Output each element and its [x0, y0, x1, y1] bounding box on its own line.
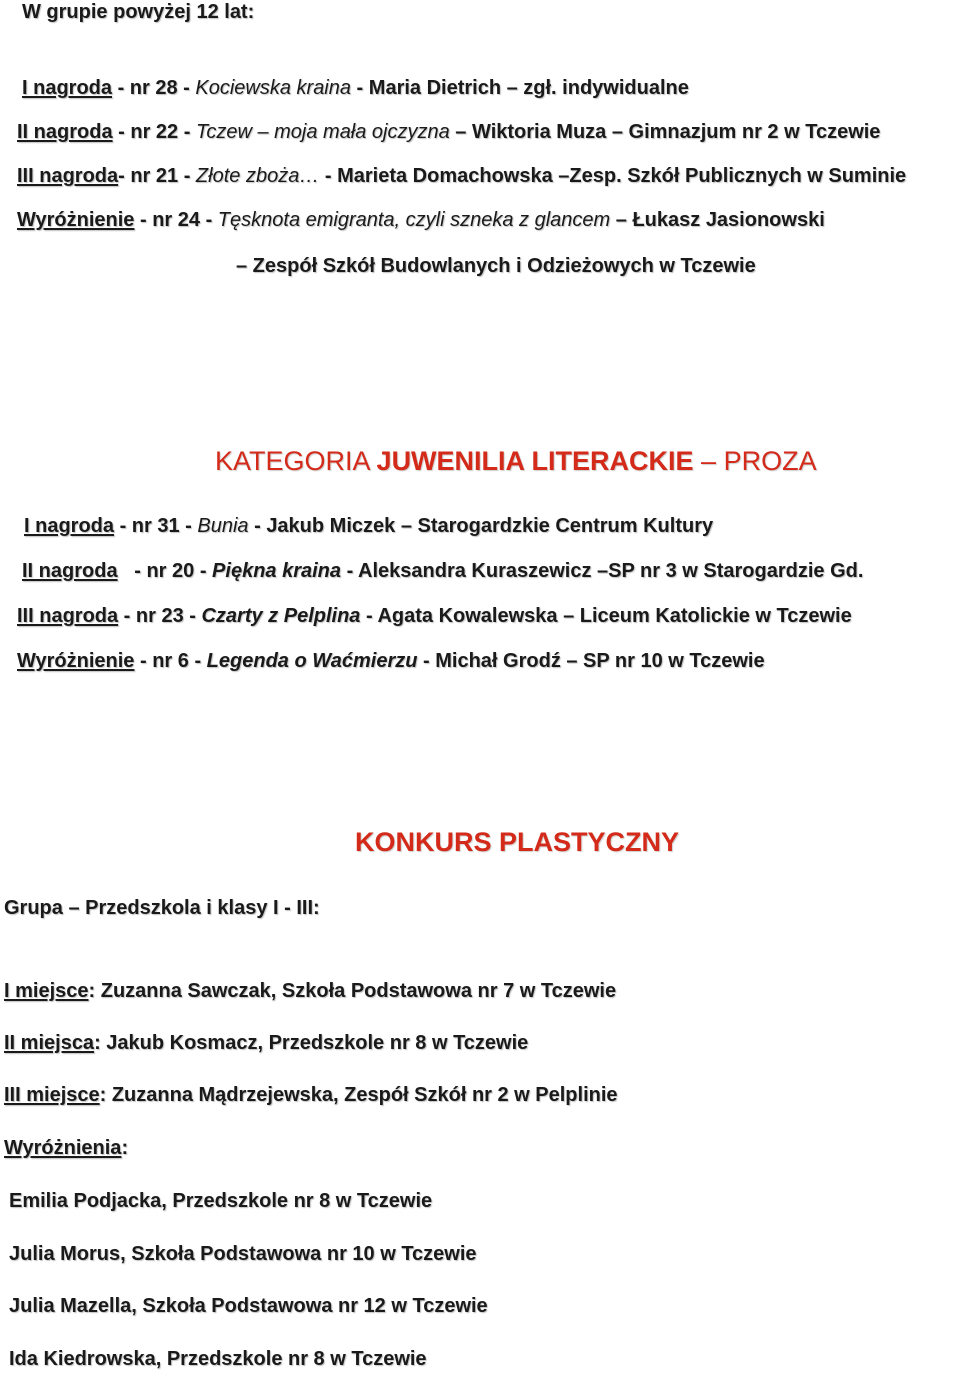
winner: Zuzanna Sawczak, Szkoła Podstawowa nr 7 w Tczewie	[100, 980, 617, 1002]
distinctions-label: Wyróżnienia	[4, 1137, 122, 1159]
separator: -	[351, 77, 369, 99]
work-title: Tęsknota emigranta, czyli szneka z glancem	[217, 209, 611, 231]
heading-part: KATEGORIA	[215, 446, 377, 476]
separator: –	[449, 121, 472, 143]
work-title: Kociewska kraina	[195, 77, 351, 99]
winner: Zuzanna Mądrzejewska, Zespół Szkół nr 2 w Pelplinie	[111, 1084, 618, 1106]
prose-heading	[215, 445, 817, 477]
author: Łukasz Jasionowski	[632, 209, 825, 231]
distinction-item: Julia Mazella, Szkoła Podstawowa nr 12 w Tczewie	[9, 1295, 488, 1317]
older-entry-4-continuation: – Zespół Szkół Budowlanych i Odzieżowych w Tczewie	[236, 255, 756, 277]
place-1	[4, 979, 616, 1003]
distinctions-title	[4, 1136, 128, 1160]
prose-entry-3	[17, 604, 852, 628]
older-entry-2	[17, 120, 880, 144]
place-label: II miejsca	[4, 1032, 95, 1054]
colon: :	[121, 1137, 129, 1159]
heading-part-bold: JUWENILIA LITERACKIE	[376, 446, 694, 476]
author: Maria Dietrich – zgł. indywidualne	[368, 77, 689, 99]
older-entry-4	[17, 208, 825, 232]
prose-entry-1	[24, 514, 713, 538]
entry-number: - nr 22 -	[112, 121, 196, 143]
separator: -	[360, 605, 378, 627]
winner: Jakub Kosmacz, Przedszkole nr 8 w Tczewie	[106, 1032, 529, 1054]
entry-number: - nr 31 -	[114, 515, 198, 537]
art-group-title: Grupa – Przedszkola i klasy I - III:	[4, 897, 320, 919]
place-2	[4, 1031, 528, 1055]
colon: :	[94, 1032, 107, 1054]
author: Jakub Miczek – Starogardzkie Centrum Kultury	[266, 515, 714, 537]
work-title: Bunia	[197, 515, 249, 537]
colon: :	[99, 1084, 112, 1106]
award-label: III nagroda	[17, 605, 119, 627]
work-title: Czarty z Pelplina	[201, 605, 361, 627]
distinction-item: Emilia Podjacka, Przedszkole nr 8 w Tczewie	[9, 1190, 433, 1212]
place-label: III miejsce	[4, 1084, 100, 1106]
place-label: I miejsce	[4, 980, 89, 1002]
author: Wiktoria Muza – Gimnazjum nr 2 w Tczewie	[472, 121, 881, 143]
separator: -	[248, 515, 267, 537]
award-label: Wyróżnienie	[17, 650, 135, 672]
entry-number: - nr 20 -	[117, 560, 213, 582]
award-label: Wyróżnienie	[17, 209, 135, 231]
heading-part: – PROZA	[693, 446, 817, 476]
colon: :	[88, 980, 101, 1002]
award-label: II nagroda	[17, 121, 113, 143]
entry-number: - nr 6 -	[134, 650, 207, 672]
author: Michał Grodź – SP nr 10 w Tczewie	[435, 650, 765, 672]
award-label: III nagroda	[17, 165, 119, 187]
work-title: Piękna kraina	[212, 560, 342, 582]
separator: -	[417, 650, 436, 672]
award-label: I nagroda	[22, 77, 113, 99]
entry-number: - nr 28 -	[112, 77, 196, 99]
entry-number: - nr 24 -	[134, 209, 218, 231]
work-title: Legenda o Waćmierzu	[206, 650, 418, 672]
older-entry-3	[17, 164, 906, 188]
author: Agata Kowalewska – Liceum Katolickie w Tczewie	[377, 605, 852, 627]
prose-entry-2	[22, 559, 863, 583]
place-3	[4, 1083, 618, 1107]
prose-entry-4	[17, 649, 765, 673]
distinction-item: Julia Morus, Szkoła Podstawowa nr 10 w Tczewie	[9, 1243, 477, 1265]
separator: -	[341, 560, 359, 582]
distinction-item: Ida Kiedrowska, Przedszkole nr 8 w Tczewie	[9, 1348, 427, 1370]
author: Aleksandra Kuraszewicz –SP nr 3 w Starogardzie Gd.	[358, 560, 864, 582]
award-label: I nagroda	[24, 515, 115, 537]
separator: -	[319, 165, 338, 187]
work-title: Złote zboża…	[195, 165, 320, 187]
award-label: II nagroda	[22, 560, 118, 582]
entry-number: - nr 23 -	[118, 605, 202, 627]
work-title: Tczew – moja mała ojczyzna	[195, 121, 450, 143]
older-entry-1	[22, 76, 689, 100]
art-heading: KONKURS PLASTYCZNY	[355, 827, 680, 857]
author: Marieta Domachowska –Zesp. Szkół Publicznych w Suminie	[337, 165, 907, 187]
entry-number: - nr 21 -	[118, 165, 196, 187]
group-title: W grupie powyżej 12 lat:	[22, 1, 255, 23]
separator: –	[610, 209, 633, 231]
